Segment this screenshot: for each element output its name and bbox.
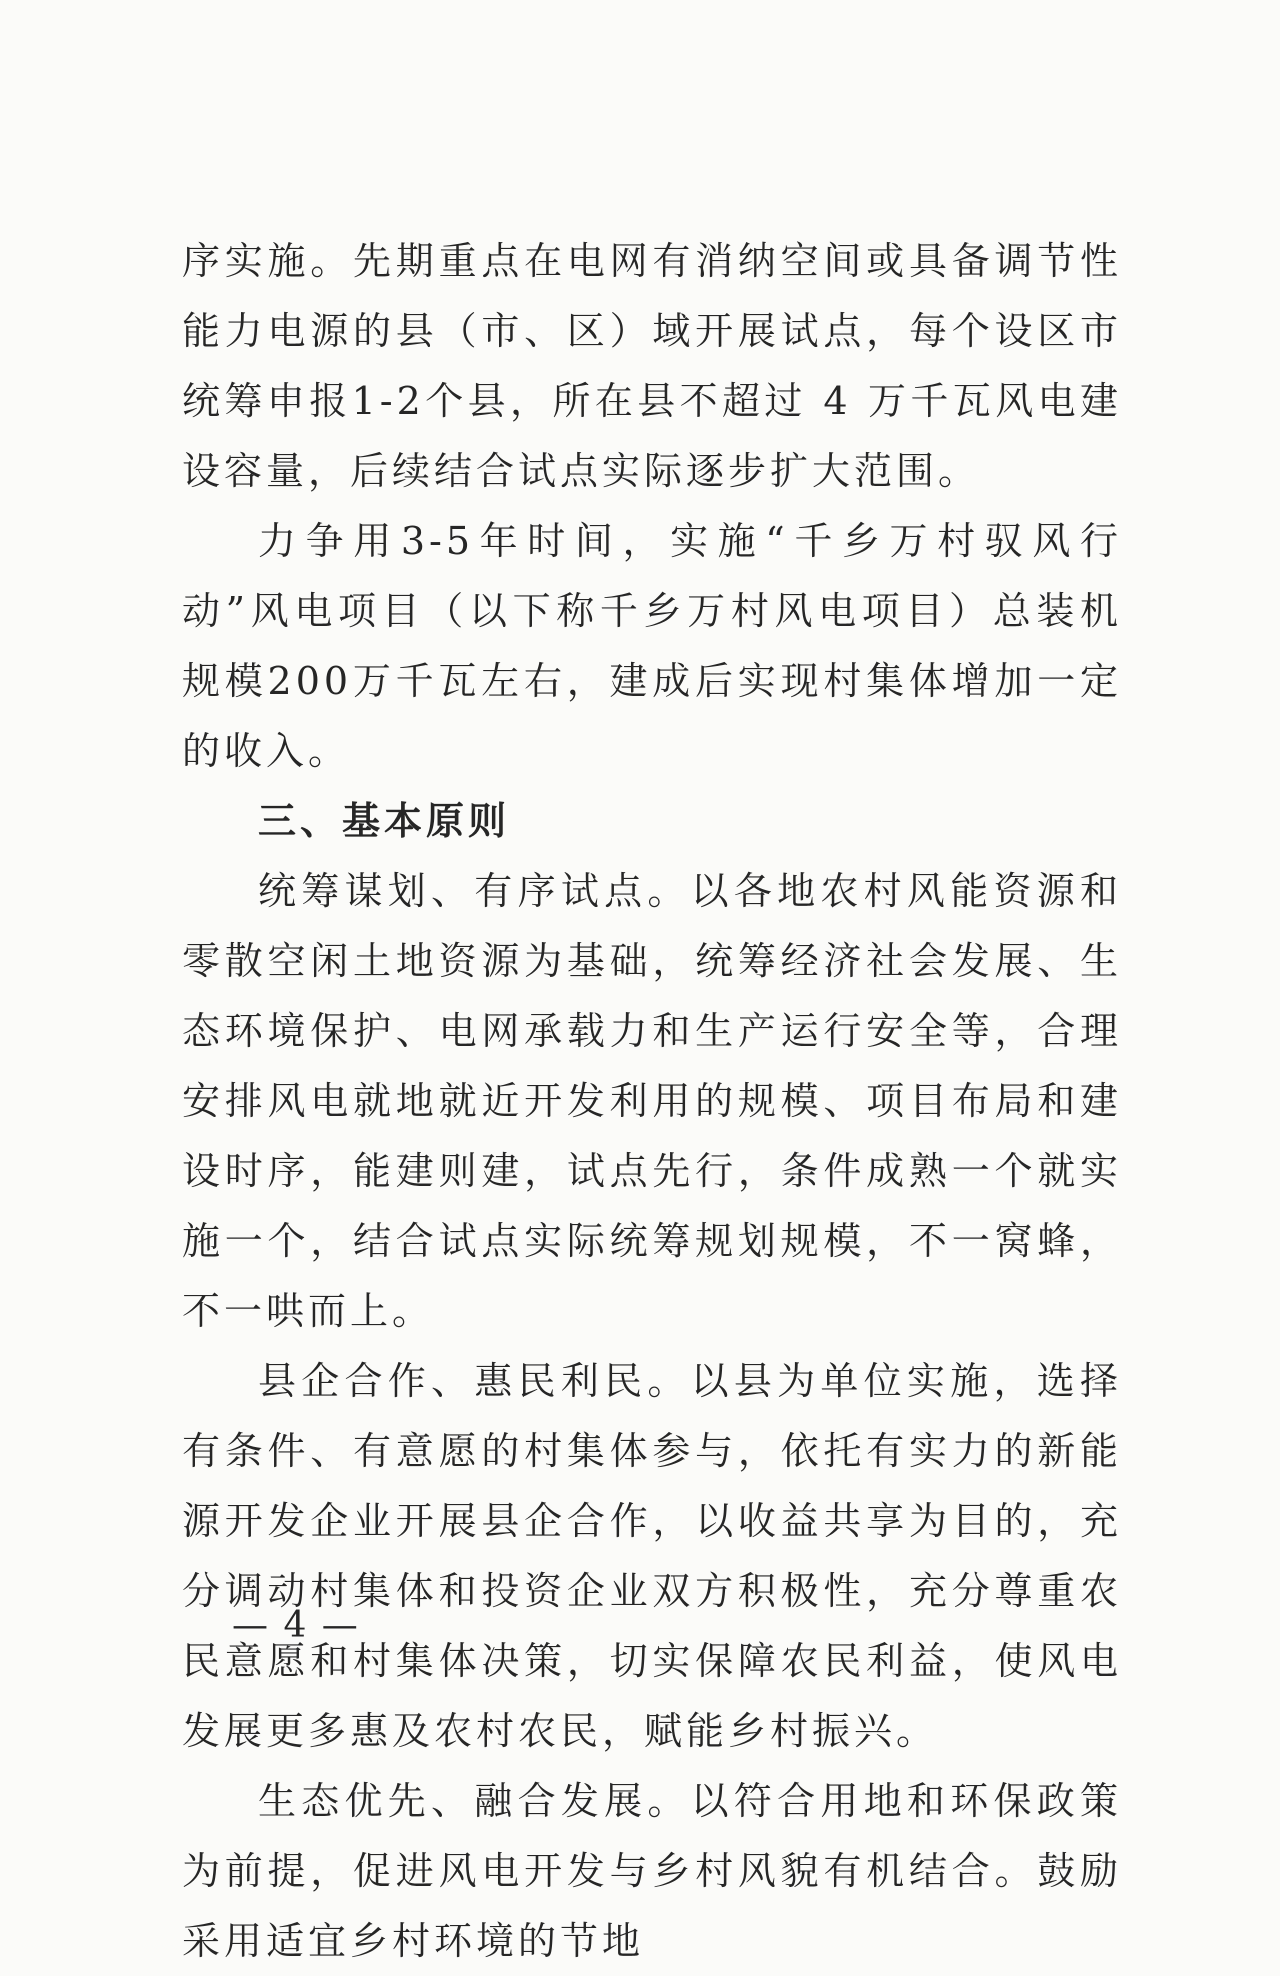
paragraph-goal: 力争用3-5年时间，实施“千乡万村驭风行动”风电项目（以下称千乡万村风电项目）总装机规模200万千瓦左右，建成后实现村集体增加一定的收入。	[182, 519, 1122, 773]
paragraph-principle-planning: 统筹谋划、有序试点。以各地农村风能资源和零散空闲土地资源为基础，统筹经济社会发展、生态环境保护、电网承载力和生产运行安全等，合理安排风电就地就近开发利用的规模、项目布局和建设时序，能建则建，试点先行，条件成熟一个就实施一个，结合试点实际统筹规划规模，不一窝蜂，不一哄而上。	[182, 869, 1122, 1333]
paragraph-principle-cooperation: 县企合作、惠民利民。以县为单位实施，选择有条件、有意愿的村集体参与，依托有实力的新能源开发企业开展县企合作，以收益共享为目的，充分调动村集体和投资企业双方积极性，充分尊重农民意愿和村集体决策，切实保障农民利益，使风电发展更多惠及农村农民，赋能乡村振兴。	[182, 1359, 1122, 1753]
section-heading-basic-principles: 三、基本原则	[258, 799, 511, 843]
page-number: — 4 —	[232, 1605, 360, 1646]
document-body	[182, 226, 1122, 1976]
paragraph-principle-ecology: 生态优先、融合发展。以符合用地和环保政策为前提，促进风电开发与乡村风貌有机结合。鼓励采用适宜乡村环境的节地	[182, 1779, 1122, 1963]
paragraph-continued: 序实施。先期重点在电网有消纳空间或具备调节性能力电源的县（市、区）域开展试点，每个设区市统筹申报1-2个县，所在县不超过 4 万千瓦风电建设容量，后续结合试点实际逐步扩大范围。	[182, 239, 1122, 493]
